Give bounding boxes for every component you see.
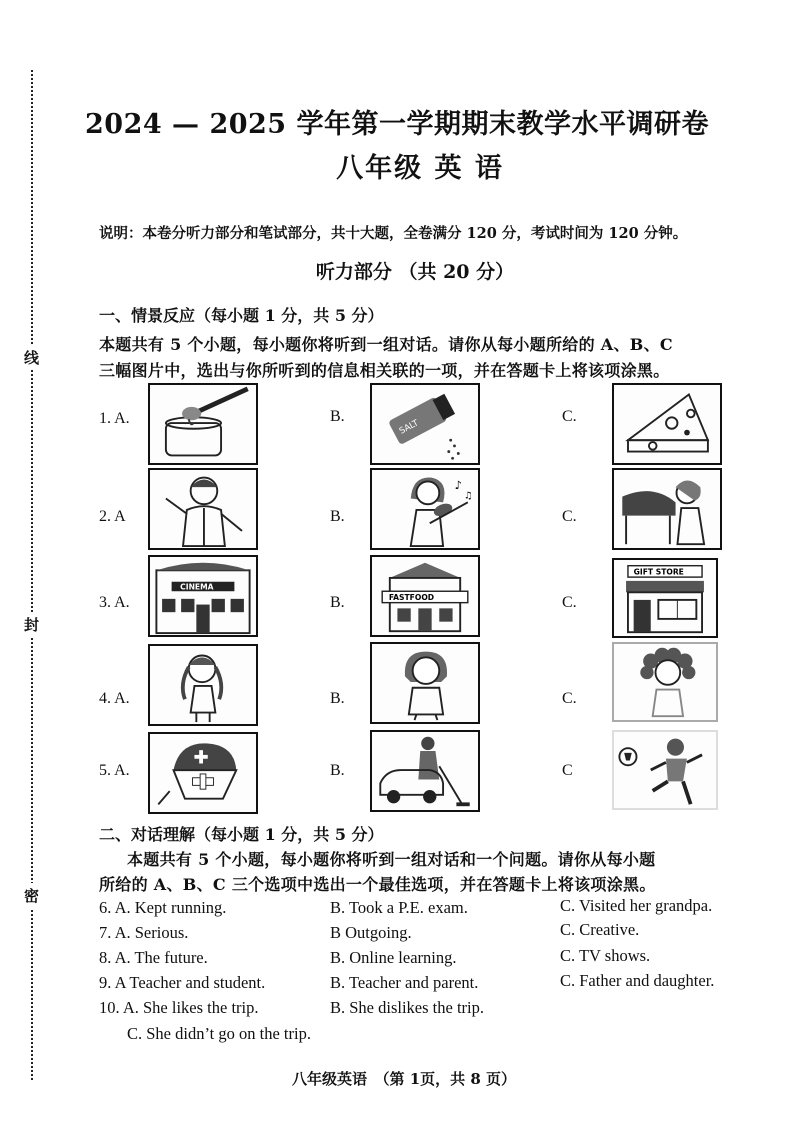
question-4-option-c-label: C.	[562, 690, 577, 707]
svg-text:SALT: SALT	[397, 418, 421, 437]
binding-char-mi: 密	[24, 883, 39, 908]
question-2-option-c-label: C.	[562, 508, 577, 525]
cheese-icon[interactable]	[612, 383, 722, 465]
question-6-option-c[interactable]: C. Visited her grandpa.	[560, 896, 713, 915]
question-3-label: 3. A.	[99, 594, 130, 611]
football-kick-icon[interactable]	[612, 730, 718, 810]
honey-jar-icon[interactable]	[148, 383, 258, 465]
part2-instruction-line: 所给的 A、B、C 三个选项中选出一个最佳选项，并在答题卡上将该项涂黑。	[99, 875, 656, 894]
question-10-option-c[interactable]: C. She didn’t go on the trip.	[127, 1024, 311, 1043]
piano-girl-icon[interactable]	[612, 468, 722, 550]
question-3-option-b-label: B.	[330, 594, 345, 611]
binding-char-xian: 线	[24, 345, 39, 370]
question-5-option-c-label: C	[562, 762, 573, 779]
curly-hair-girl-icon[interactable]	[612, 642, 718, 722]
part2-instruction-line: 本题共有 5 个小题，每小题你将听到一组对话和一个问题。请你从每小题	[127, 850, 656, 869]
svg-text:♪: ♪	[454, 478, 462, 493]
question-2-label: 2. A	[99, 508, 126, 525]
doctor-icon[interactable]	[148, 468, 258, 550]
question-1-option-c-label: C.	[562, 408, 577, 425]
exam-note: 说明：本卷分听力部分和笔试部分，共十大题，全卷满分 120 分，考试时间为 120 分钟。	[99, 225, 688, 242]
svg-text:♫: ♫	[464, 490, 473, 502]
question-9-option-a[interactable]: 9. A Teacher and student.	[99, 973, 266, 992]
exam-title: 2024 — 2025 学年第一学期期末教学水平调研卷	[85, 109, 709, 140]
question-7-option-b[interactable]: B Outgoing.	[330, 923, 412, 942]
part2-heading: 二、对话理解（每小题 1 分，共 5 分）	[99, 825, 384, 844]
question-5-option-b-label: B.	[330, 762, 345, 779]
question-1-label: 1. A.	[99, 410, 130, 427]
cinema-sign: CINEMA	[180, 582, 214, 592]
part1-instruction-line: 三幅图片中，选出与你所听到的信息相关联的一项，并在答题卡上将该项涂黑。	[99, 361, 670, 380]
question-7-option-c[interactable]: C. Creative.	[560, 920, 640, 939]
question-8-option-c[interactable]: C. TV shows.	[560, 946, 651, 965]
exam-subtitle: 八年级 英 语	[336, 153, 504, 184]
question-9-option-c[interactable]: C. Father and daughter.	[560, 971, 715, 990]
question-7-option-a[interactable]: 7. A. Serious.	[99, 923, 189, 942]
question-10-option-b[interactable]: B. She dislikes the trip.	[330, 998, 484, 1017]
question-9-option-b[interactable]: B. Teacher and parent.	[330, 973, 479, 992]
question-4-label: 4. A.	[99, 690, 130, 707]
listening-heading: 听力部分 （共 20 分）	[315, 261, 515, 283]
question-8-option-a[interactable]: 8. A. The future.	[99, 948, 208, 967]
gift-store-icon[interactable]	[612, 558, 718, 638]
violin-girl-icon[interactable]	[370, 468, 480, 550]
question-10-option-a[interactable]: 10. A. She likes the trip.	[99, 998, 259, 1017]
part1-heading: 一、情景反应（每小题 1 分，共 5 分）	[99, 306, 384, 325]
question-3-option-c-label: C.	[562, 594, 577, 611]
question-6-option-b[interactable]: B. Took a P.E. exam.	[330, 898, 468, 917]
fastfood-sign: FASTFOOD	[388, 592, 435, 602]
question-4-option-b-label: B.	[330, 690, 345, 707]
question-5-label: 5. A.	[99, 762, 130, 779]
question-2-option-b-label: B.	[330, 508, 345, 525]
salt-shaker-icon[interactable]	[370, 383, 480, 465]
question-6-option-a[interactable]: 6. A. Kept running.	[99, 898, 227, 917]
binding-char-feng: 封	[24, 612, 39, 637]
question-8-option-b[interactable]: B. Online learning.	[330, 948, 457, 967]
fast-food-restaurant-icon[interactable]	[370, 555, 480, 637]
page-footer: 八年级英语 （第 1页，共 8 页）	[291, 1070, 517, 1088]
gift-store-sign: GIFT STORE	[633, 567, 684, 577]
cleaning-car-icon[interactable]	[370, 730, 480, 812]
question-1-option-b-label: B.	[330, 408, 345, 425]
injured-player-icon[interactable]	[148, 732, 258, 814]
braided-girl-icon[interactable]	[148, 644, 258, 726]
short-hair-girl-icon[interactable]	[370, 642, 480, 724]
cinema-icon[interactable]	[148, 555, 258, 637]
binding-line	[31, 70, 33, 1080]
part1-instruction-line: 本题共有 5 个小题，每小题你将听到一组对话。请你从每小题所给的 A、B、C	[99, 335, 673, 354]
